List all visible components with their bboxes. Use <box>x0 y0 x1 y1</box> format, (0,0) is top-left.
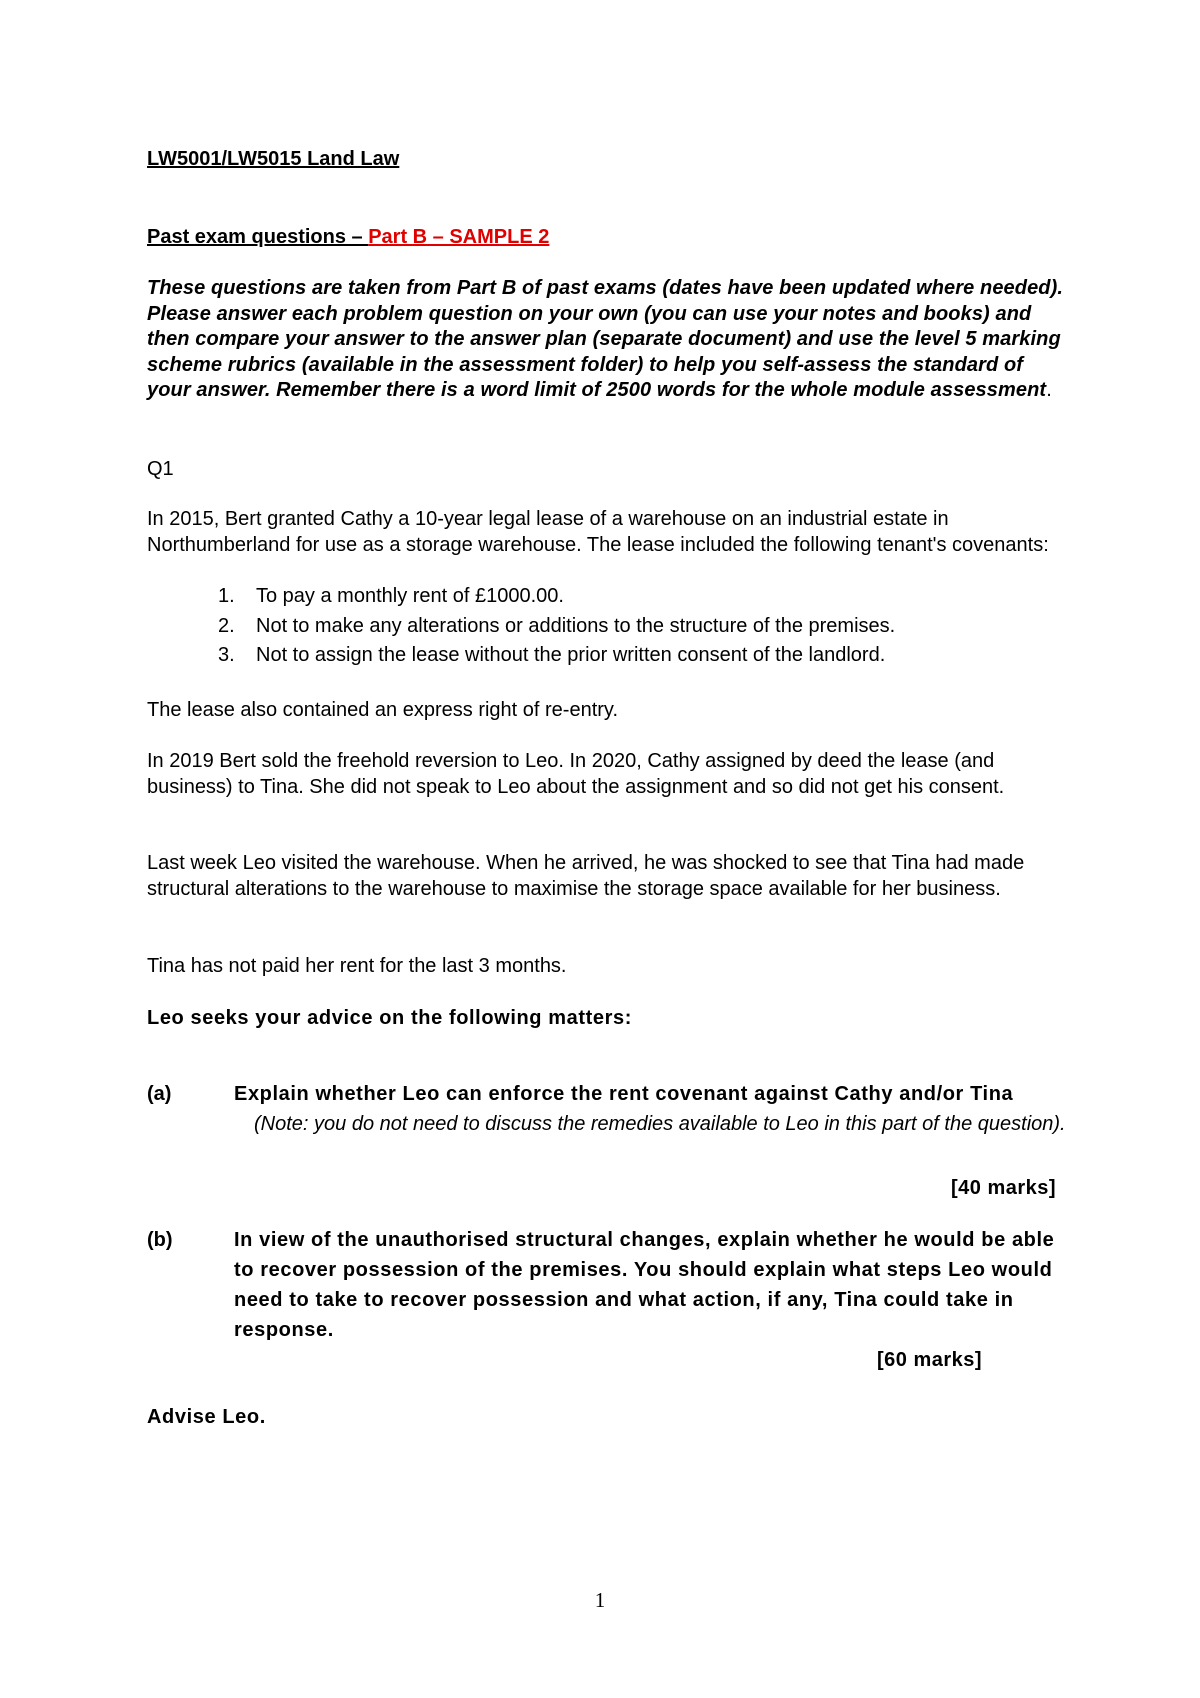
list-text: To pay a monthly rent of £1000.00. <box>256 585 564 607</box>
list-text: Not to assign the lease without the prior written consent of the landlord. <box>256 644 886 666</box>
part-b-marks: [60 marks] <box>877 1349 983 1371</box>
part-b-label: (b) <box>147 1229 173 1251</box>
instructions-end: . <box>1046 379 1052 401</box>
part-a-note: (Note: you do not need to discuss the remedies available to Leo in this part of the question). <box>254 1113 1066 1135</box>
list-item <box>218 582 1038 612</box>
paragraph-reentry: The lease also contained an express right of re-entry. <box>147 699 618 721</box>
subtitle-highlight: Part B – SAMPLE 2 <box>368 226 550 248</box>
closing-instruction: Advise Leo. <box>147 1406 266 1428</box>
part-b-text: In view of the unauthorised structural changes, explain whether he would be able to recover possession of the premises. You should explain what steps Leo would need to take to recover possession and what action, if any, Tina could take in response. <box>234 1229 1055 1341</box>
list-number: 3. <box>218 644 235 666</box>
part-a-label: (a) <box>147 1083 172 1105</box>
document-subtitle <box>147 224 1067 250</box>
paragraph-rent: Tina has not paid her rent for the last 3 months. <box>147 955 567 977</box>
part-a-text: Explain whether Leo can enforce the rent covenant against Cathy and/or Tina <box>234 1083 1014 1105</box>
covenant-list <box>218 582 1038 671</box>
list-item <box>218 641 1038 671</box>
list-text: Not to make any alterations or additions to the structure of the premises. <box>256 614 896 637</box>
paragraph-sale: In 2019 Bert sold the freehold reversion to Leo. In 2020, Cathy assigned by deed the lease (and business) to Tina. She did not speak to Leo about the assignment and so did not get his consent. <box>147 750 1005 798</box>
list-number: 1. <box>218 585 235 607</box>
instructions-text: These questions are taken from Part B of past exams (dates have been updated where needed). Please answer each problem question on your own (you can use your notes and books) and then compare your answer to the answer plan (separate document) and use the level 5 marking scheme rubrics (available in the assessment folder) to help you self-assess the standard of your answer. Remember there is a word limit of 2500 words for the whole module assessment <box>147 277 1064 401</box>
list-item <box>218 612 1038 642</box>
advice-heading: Leo seeks your advice on the following matters: <box>147 1007 632 1029</box>
part-a-marks: [40 marks] <box>951 1177 1057 1199</box>
question-intro: In 2015, Bert granted Cathy a 10-year legal lease of a warehouse on an industrial estate in Northumberland for use as a storage warehouse. The lease included the following tenant's covenants: <box>147 508 1049 556</box>
document-title: LW5001/LW5015 Land Law <box>147 148 400 170</box>
question-label: Q1 <box>147 458 174 480</box>
instructions-paragraph <box>147 276 1072 404</box>
page-number: 1 <box>594 1588 606 1612</box>
subtitle-prefix: Past exam questions – <box>147 226 369 248</box>
list-number: 2. <box>218 614 235 637</box>
paragraph-visit: Last week Leo visited the warehouse. When he arrived, he was shocked to see that Tina had made structural alterations to the warehouse to maximise the storage space available for her business. <box>147 852 1025 900</box>
